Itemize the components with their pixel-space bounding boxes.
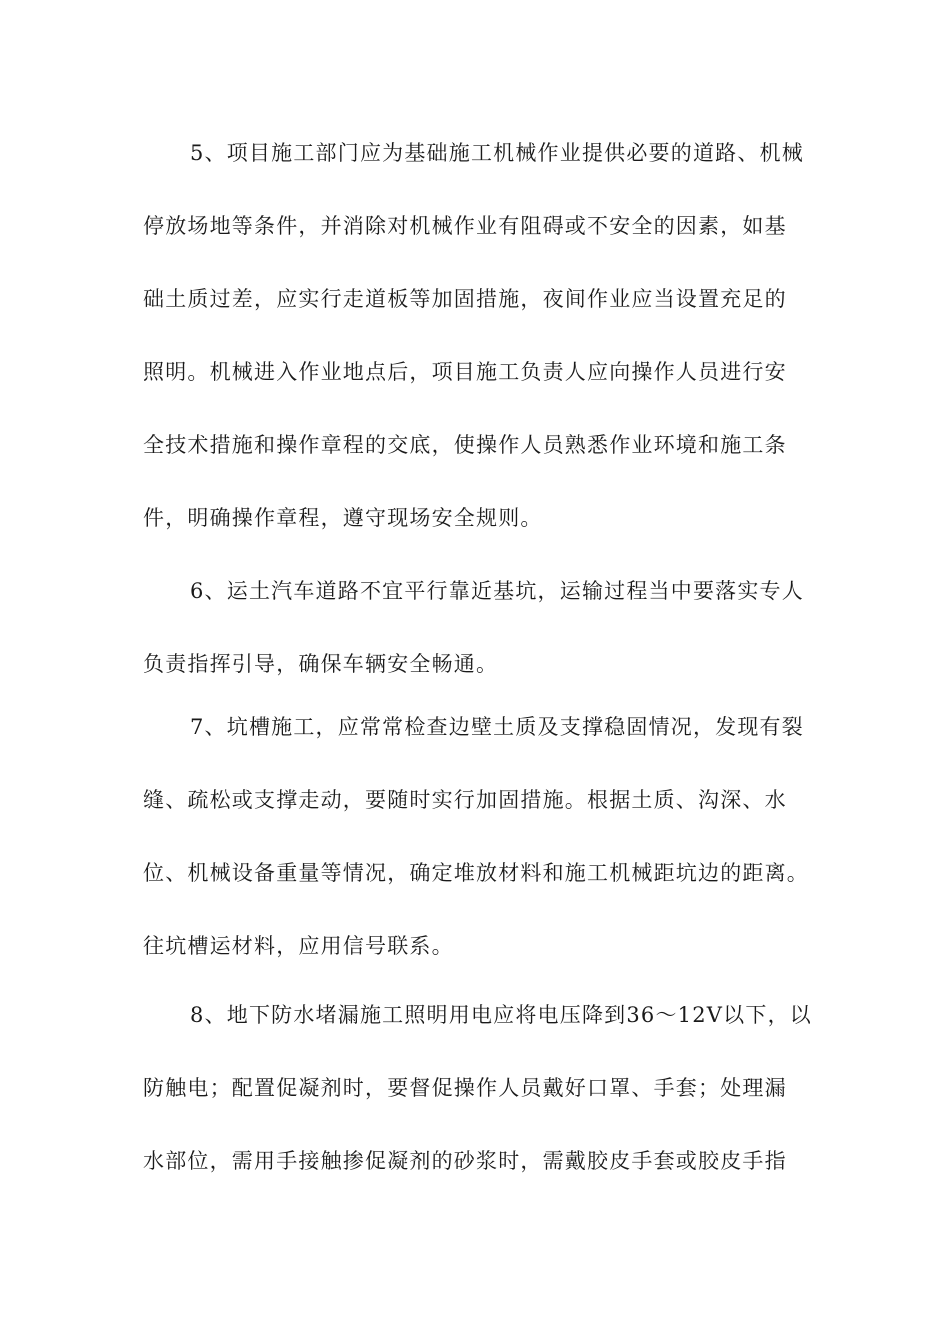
paragraph-6-line-1: 6、运土汽车道路不宜平行靠近基坑，运输过程当中要落实专人 <box>190 579 804 603</box>
paragraph-5-line-4: 照明。机械进入作业地点后，项目施工负责人应向操作人员进行安 <box>143 360 787 384</box>
paragraph-7-line-1: 7、坑槽施工，应常常检查边壁土质及支撑稳固情况，发现有裂 <box>190 715 804 739</box>
paragraph-8-line-1: 8、地下防水堵漏施工照明用电应将电压降到36～12V以下，以 <box>190 1003 812 1027</box>
paragraph-5-line-5: 全技术措施和操作章程的交底，使操作人员熟悉作业环境和施工条 <box>143 433 787 457</box>
paragraph-7-line-2: 缝、疏松或支撑走动，要随时实行加固措施。根据土质、沟深、水 <box>143 788 787 812</box>
paragraph-5-line-2: 停放场地等条件，并消除对机械作业有阻碍或不安全的因素，如基 <box>143 214 787 238</box>
paragraph-7-line-4: 往坑槽运材料，应用信号联系。 <box>143 934 454 958</box>
paragraph-5-line-6: 件，明确操作章程，遵守现场安全规则。 <box>143 506 543 530</box>
paragraph-5-line-1: 5、项目施工部门应为基础施工机械作业提供必要的道路、机械 <box>190 141 804 165</box>
paragraph-7-line-3: 位、机械设备重量等情况，确定堆放材料和施工机械距坑边的距离。 <box>143 861 809 885</box>
paragraph-5-line-3: 础土质过差，应实行走道板等加固措施，夜间作业应当设置充足的 <box>143 287 787 311</box>
paragraph-6-line-2: 负责指挥引导，确保车辆安全畅通。 <box>143 652 499 676</box>
paragraph-8-line-2: 防触电；配置促凝剂时，要督促操作人员戴好口罩、手套；处理漏 <box>143 1076 787 1100</box>
paragraph-8-line-3: 水部位，需用手接触掺促凝剂的砂浆时，需戴胶皮手套或胶皮手指 <box>143 1149 787 1173</box>
